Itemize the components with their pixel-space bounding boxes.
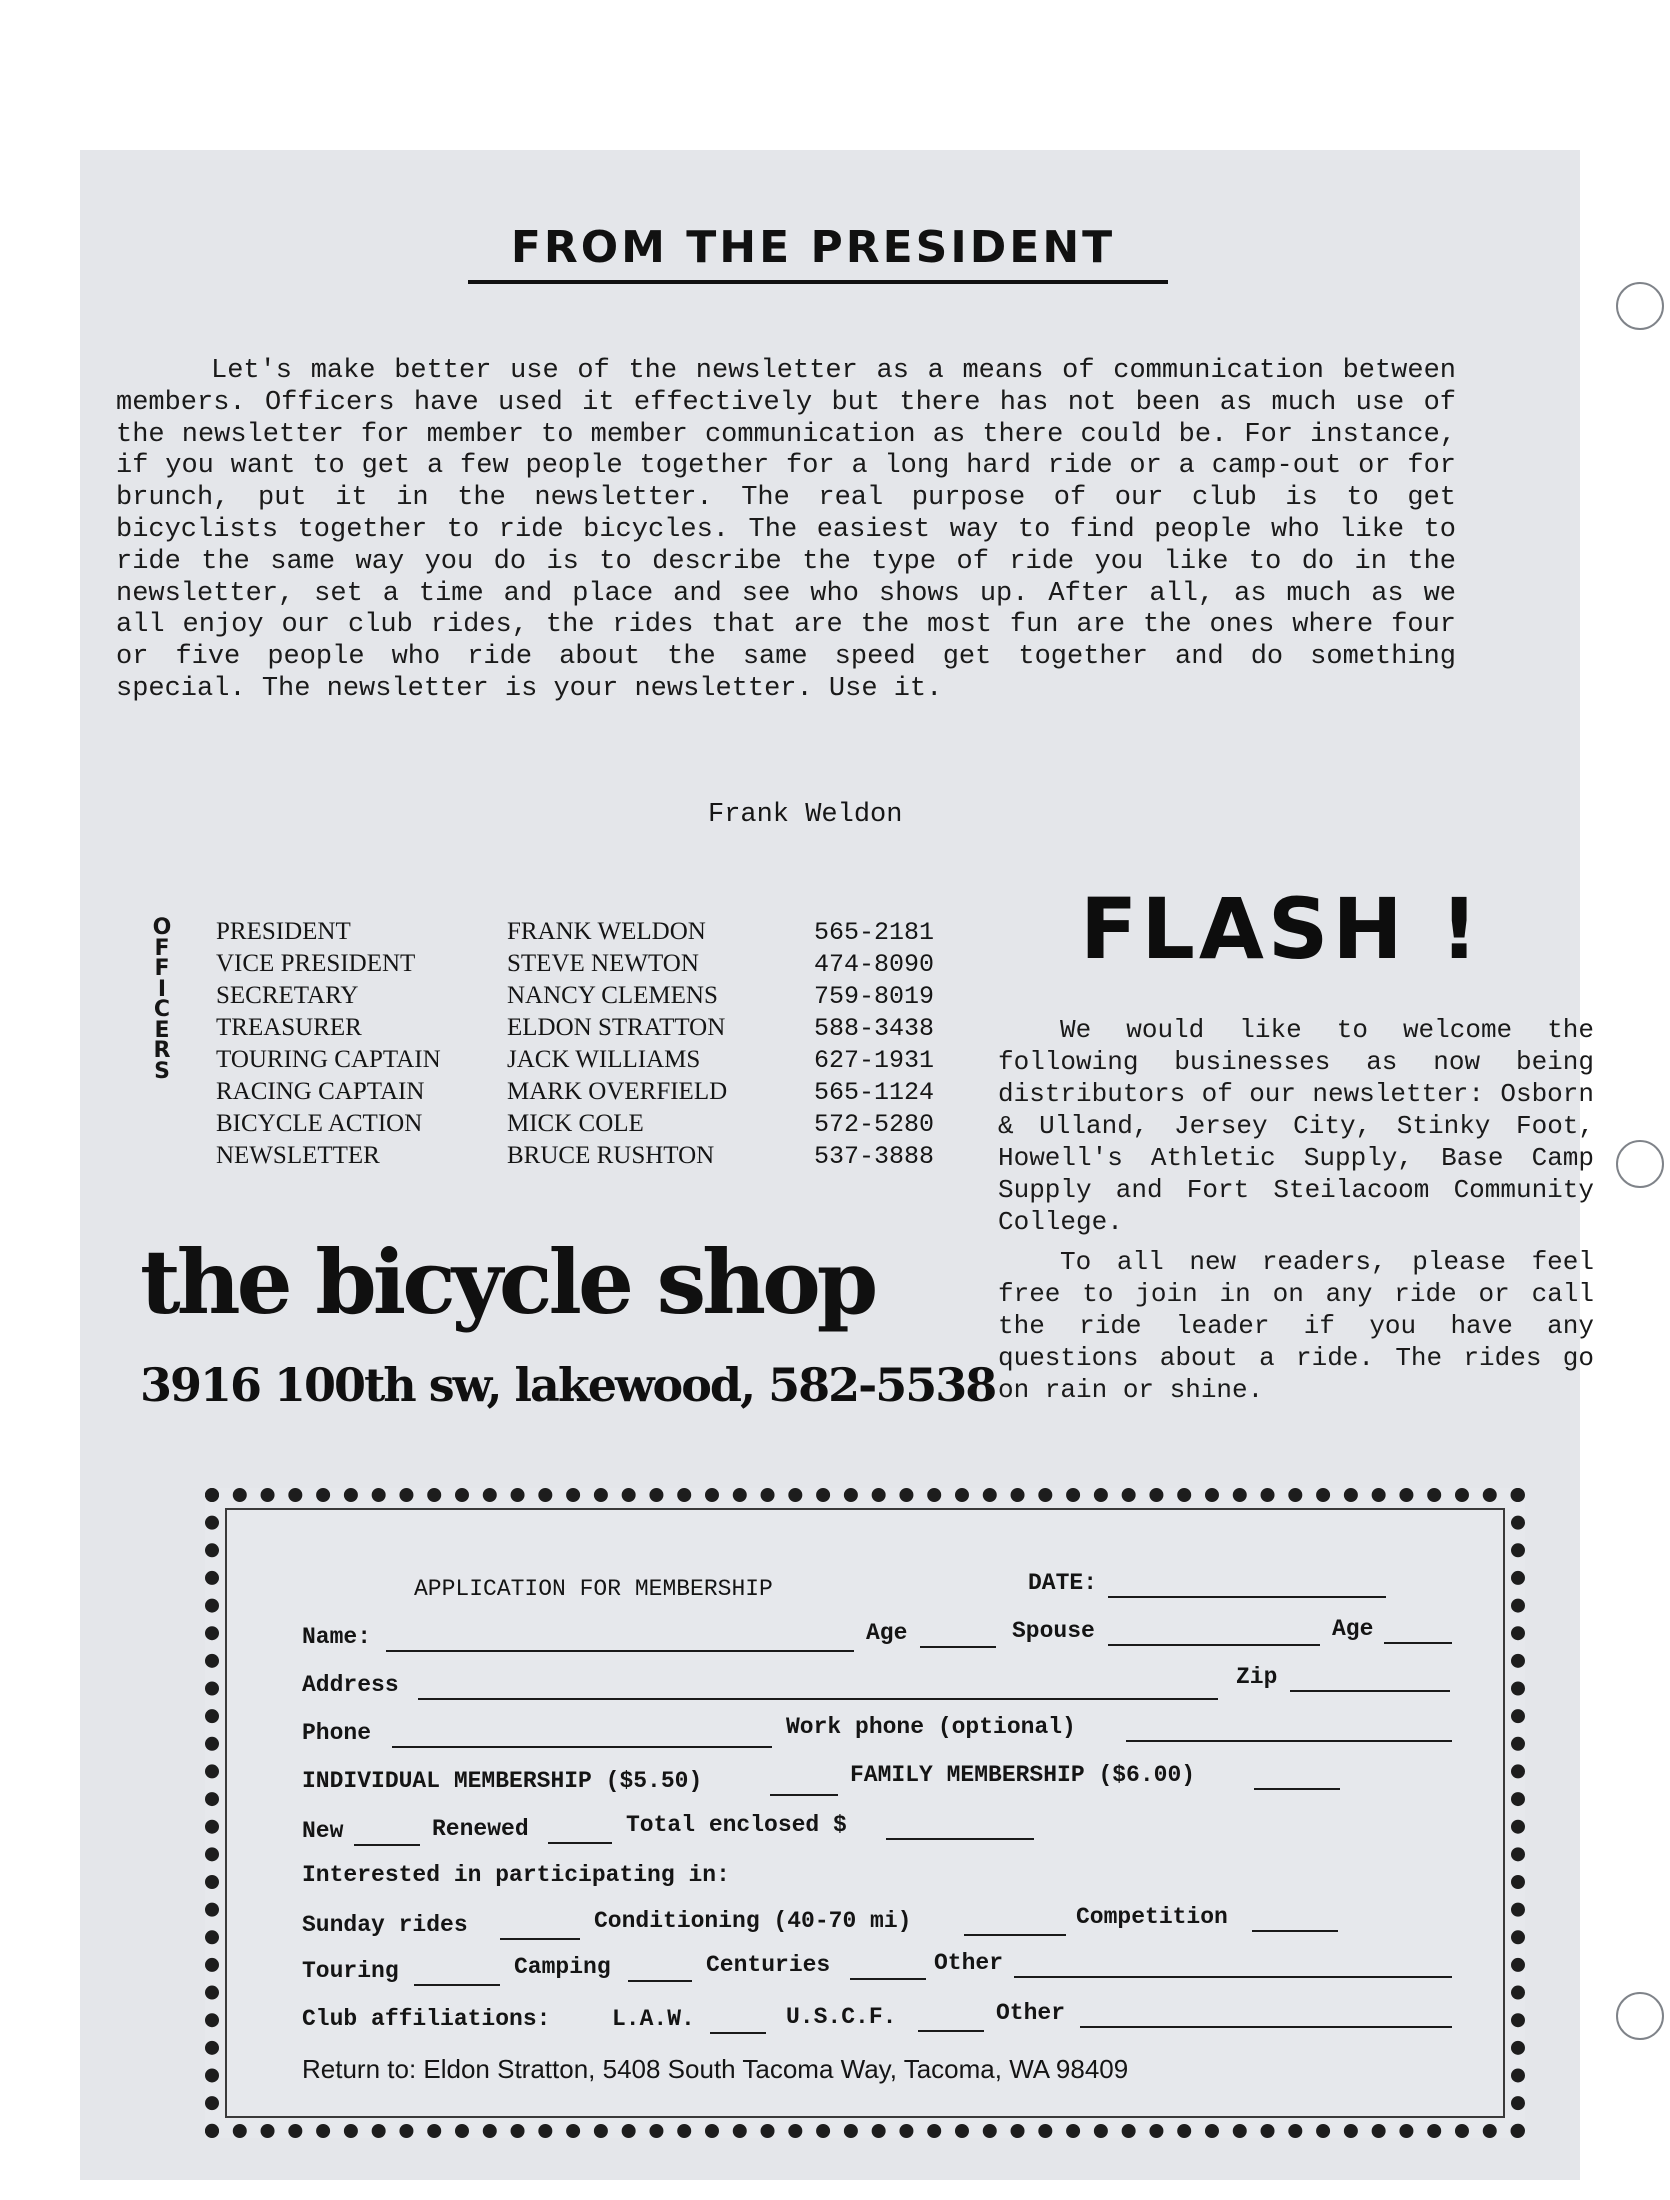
other-interest-field[interactable]: [1014, 1976, 1452, 1978]
zip-label: Zip: [1236, 1664, 1278, 1690]
law-field[interactable]: [710, 2032, 766, 2034]
other-affiliation-label: Other: [996, 2000, 1066, 2026]
officer-row: [216, 1110, 966, 1142]
date-label: DATE:: [1028, 1570, 1098, 1596]
zip-field[interactable]: [1290, 1690, 1450, 1692]
centuries-label: Centuries: [706, 1952, 831, 1978]
spouse-age-label: Age: [1332, 1616, 1374, 1642]
phone-label: Phone: [302, 1720, 372, 1746]
officer-phone: 565-2181: [814, 918, 935, 947]
return-address: Return to: Eldon Stratton, 5408 South Tacoma Way, Tacoma, WA 98409: [302, 2054, 1129, 2084]
individual-membership-label: INDIVIDUAL MEMBERSHIP ($5.50): [302, 1768, 703, 1794]
centuries-field[interactable]: [850, 1978, 926, 1980]
officer-phone: 759-8019: [814, 982, 935, 1011]
page-heading: FROM THE PRESIDENT: [510, 222, 1116, 273]
address-label: Address: [302, 1672, 399, 1698]
heading-underline: [468, 280, 1168, 284]
president-message: [116, 356, 1456, 706]
flash-paragraph: To all new readers, please feel free to join in on any ride or call the ride leader if you have any questions about a ride. The rides go on rain or shine.: [998, 1247, 1594, 1405]
age-field[interactable]: [920, 1646, 996, 1648]
individual-membership-field[interactable]: [770, 1794, 838, 1796]
camping-label: Camping: [514, 1954, 611, 1980]
membership-application-form: [205, 1488, 1525, 2138]
officers-vertical-label: O F F I C E R S: [152, 915, 172, 1084]
date-field[interactable]: [1108, 1596, 1386, 1598]
total-enclosed-label: Total enclosed $: [626, 1812, 847, 1838]
spouse-field[interactable]: [1108, 1644, 1320, 1646]
touring-label: Touring: [302, 1958, 399, 1984]
spouse-age-field[interactable]: [1384, 1642, 1452, 1644]
officer-phone: 572-5280: [814, 1110, 935, 1139]
name-field[interactable]: [386, 1650, 854, 1652]
age-label: Age: [866, 1620, 908, 1646]
new-field[interactable]: [354, 1844, 420, 1846]
name-label: Name:: [302, 1624, 372, 1650]
binder-hole: [1616, 1992, 1664, 2040]
competition-field[interactable]: [1252, 1930, 1338, 1932]
officer-row: [216, 950, 966, 982]
officer-name: JACK WILLIAMS: [507, 1046, 701, 1073]
family-membership-field[interactable]: [1254, 1788, 1340, 1790]
president-signature: Frank Weldon: [708, 800, 903, 830]
binder-hole: [1616, 282, 1664, 330]
family-membership-label: FAMILY MEMBERSHIP ($6.00): [850, 1762, 1196, 1788]
officer-phone: 474-8090: [814, 950, 935, 979]
flash-announcement: [998, 1014, 1594, 1406]
address-field[interactable]: [418, 1698, 1218, 1700]
officer-role: PRESIDENT: [216, 918, 351, 945]
president-message-paragraph: Let's make better use of the newsletter as a means of communication between members. Officers have used it effectively but there has not been as much use of the newsletter for member to member communication as there could be. For instance, if you want to get a few people together for a long hard ride or a camp-out or for brunch, put it in the newsletter. The real purpose of our club is to get bicyclists together to ride bicycles. The easiest way to find people who like to ride the same way you do is to describe the type of ride you like to do in the newsletter, set a time and place and see who shows up. After all, as much as we all enjoy our club rides, the rides that are the most fun are the ones where four or five people who ride about the same speed get together and do something special. The newsletter is your newsletter. Use it.: [116, 356, 1456, 704]
officer-role: TOURING CAPTAIN: [216, 1046, 441, 1073]
touring-field[interactable]: [414, 1984, 500, 1986]
total-enclosed-field[interactable]: [886, 1838, 1034, 1840]
uscf-label: U.S.C.F.: [786, 2004, 897, 2030]
officer-role: TREASURER: [216, 1014, 362, 1041]
officer-name: FRANK WELDON: [507, 918, 706, 945]
officer-row: [216, 982, 966, 1014]
conditioning-label: Conditioning (40-70 mi): [594, 1908, 912, 1934]
other-interest-label: Other: [934, 1950, 1004, 1976]
officer-name: ELDON STRATTON: [507, 1014, 726, 1041]
officer-row: [216, 1046, 966, 1078]
phone-field[interactable]: [392, 1746, 772, 1748]
spouse-label: Spouse: [1012, 1618, 1095, 1644]
club-affiliations-label: Club affiliations:: [302, 2006, 551, 2032]
new-label: New: [302, 1818, 344, 1844]
officer-row: [216, 918, 966, 950]
bicycle-shop-ad-address: 3916 100th sw, lakewood, 582-5538: [140, 1358, 996, 1412]
officer-name: BRUCE RUSHTON: [507, 1142, 715, 1169]
officer-name: MARK OVERFIELD: [507, 1078, 728, 1105]
interested-label: Interested in participating in:: [302, 1862, 730, 1888]
work-phone-label: Work phone (optional): [786, 1714, 1076, 1740]
law-label: L.A.W.: [612, 2006, 695, 2032]
officer-row: [216, 1142, 966, 1174]
renewed-label: Renewed: [432, 1816, 529, 1842]
bicycle-shop-ad-name: the bicycle shop: [140, 1230, 875, 1334]
officer-role: NEWSLETTER: [216, 1142, 380, 1169]
officer-name: STEVE NEWTON: [507, 950, 699, 977]
officer-row: [216, 1014, 966, 1046]
officer-role: SECRETARY: [216, 982, 359, 1009]
officer-role: VICE PRESIDENT: [216, 950, 416, 977]
officer-phone: 565-1124: [814, 1078, 935, 1107]
officer-phone: 537-3888: [814, 1142, 935, 1171]
flash-title: FLASH !: [1080, 880, 1483, 978]
competition-label: Competition: [1076, 1904, 1228, 1930]
officer-phone: 588-3438: [814, 1014, 935, 1043]
flash-paragraph: We would like to welcome the following businesses as now being distributors of our newsletter: Osborn & Ulland, Jersey City, Stinky Foot, Howell's Athletic Supply, Base Camp Supply and Fort Steilacoom Community College.: [998, 1015, 1594, 1237]
other-affiliation-field[interactable]: [1080, 2026, 1452, 2028]
officer-role: RACING CAPTAIN: [216, 1078, 425, 1105]
sunday-rides-field[interactable]: [500, 1938, 580, 1940]
officer-name: NANCY CLEMENS: [507, 982, 718, 1009]
binder-hole: [1616, 1140, 1664, 1188]
officer-phone: 627-1931: [814, 1046, 935, 1075]
officer-row: [216, 1078, 966, 1110]
conditioning-field[interactable]: [964, 1934, 1066, 1936]
form-title: APPLICATION FOR MEMBERSHIP: [414, 1576, 773, 1602]
officer-role: BICYCLE ACTION: [216, 1110, 423, 1137]
sunday-rides-label: Sunday rides: [302, 1912, 468, 1938]
renewed-field[interactable]: [548, 1842, 612, 1844]
officer-name: MICK COLE: [507, 1110, 644, 1137]
camping-field[interactable]: [628, 1980, 692, 1982]
uscf-field[interactable]: [918, 2030, 984, 2032]
work-phone-field[interactable]: [1126, 1740, 1452, 1742]
